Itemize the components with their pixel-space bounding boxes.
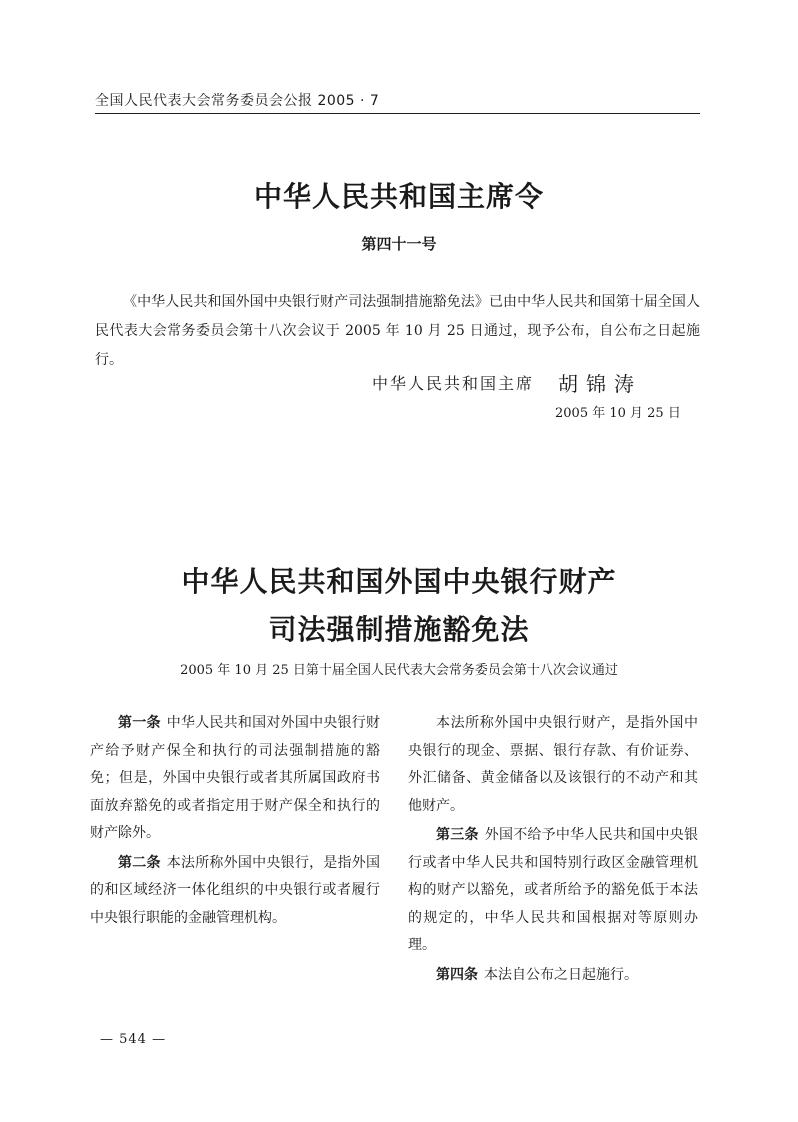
law-title — [0, 558, 798, 654]
article-text: 外国不给予中华人民共和国中央银行或者中华人民共和国特别行政区金融管理机构的财产以豁免，或者所给予的豁免低于本法的规定的，中华人民共和国根据对等原则办理。 — [408, 827, 699, 953]
article-label: 第二条 — [118, 854, 161, 871]
decree-body: 《中华人民共和国外国中央银行财产司法强制措施豁免法》已由中华人民共和国第十届全国人民代表大会常务委员会第十八次会议于 2005 年 10 月 25 日通过，现予公布，自公布之日起施行。 — [95, 294, 700, 368]
article-label: 第四条 — [436, 966, 478, 983]
article-label: 第三条 — [436, 827, 479, 843]
law-passed-note: 2005 年 10 月 25 日第十届全国人民代表大会常务委员会第十八次会议通过 — [180, 663, 618, 678]
signer-title: 中华人民共和国主席 — [372, 374, 535, 393]
left-column — [90, 710, 380, 934]
article-2 — [90, 850, 380, 933]
article-text: 中华人民共和国对外国中央银行财产给予财产保全和执行的司法强制措施的豁免；但是，外国中央银行或者其所属国政府书面放弃豁免的或者指定用于财产保全和执行的财产除外。 — [90, 715, 381, 841]
decree-number: 第四十一号 — [361, 235, 437, 253]
article-3 — [408, 822, 698, 960]
article-text: 本法所称外国中央银行，是指外国的和区域经济一体化组织的中央银行或者履行中央银行职能的金融管理机构。 — [90, 854, 381, 926]
header-rule — [95, 113, 700, 114]
article-text: 本法自公布之日起施行。 — [484, 966, 638, 983]
article-text: 本法所称外国中央银行财产，是指外国中央银行的现金、票据、银行存款、有价证券、外汇储备、黄金储备以及该银行的不动产和其他财产。 — [408, 715, 698, 814]
decree-date: 2005 年 10 月 25 日 — [555, 406, 681, 421]
running-header: 全国人民代表大会常务委员会公报 2005 · 7 — [95, 93, 380, 109]
article-2-continued — [408, 710, 698, 820]
signer-name: 胡锦涛 — [558, 372, 642, 396]
decree-title: 中华人民共和国主席令 — [253, 180, 544, 213]
right-column — [408, 710, 698, 991]
law-title-line-2: 司法强制措施豁免法 — [268, 613, 530, 646]
article-1 — [90, 710, 380, 848]
article-4 — [408, 962, 698, 990]
page-number: — 544 — — [100, 1032, 167, 1047]
law-title-line-1: 中华人民共和国外国中央银行财产 — [181, 565, 617, 598]
article-label: 第一条 — [118, 715, 161, 731]
